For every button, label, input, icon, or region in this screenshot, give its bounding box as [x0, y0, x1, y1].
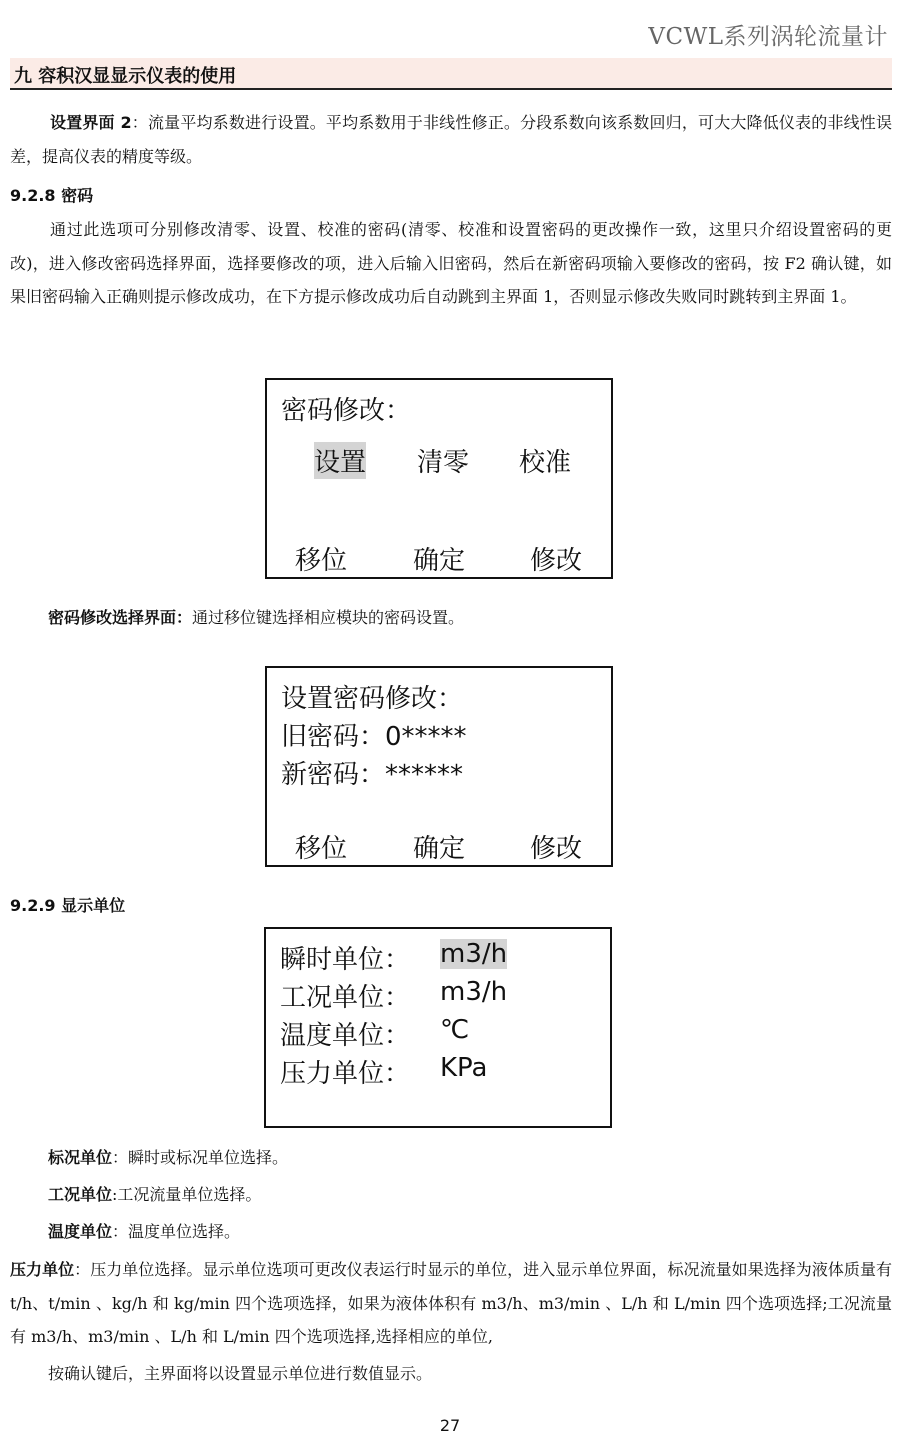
desc-temperature-unit [48, 1220, 240, 1244]
heading-9-2-8: 9.2.8 密码 [10, 186, 94, 205]
option-clear: 清零 [417, 448, 470, 478]
lcd-screen-display-units [264, 927, 612, 1128]
softkey-shift: 移位 [295, 834, 348, 864]
paragraph-password: 通过此选项可分别修改清零、设置、校准的密码(清零、校准和设置密码的更改操作一致，这里只介绍设置密码的更改)，进入修改密码选择界面，选择要修改的项，进入后输入旧密码，然后在新密码项输入要修改的密码，按 F2 确认键，如果旧密码输入正确则提示修改成功，在下方提示修改成功后自动跳到主界面 1，否则显示修改失败同时跳转到主界面 1。 [10, 220, 892, 306]
lcd-title: 密码修改： [281, 396, 412, 426]
paragraph-text: ：流量平均系数进行设置。平均系数用于非线性修正。分段系数向该系数回归，可大大降低仪表的非线性误差，提高仪表的精度等级。 [10, 113, 892, 166]
new-password-row [281, 754, 463, 791]
lcd-screen-password-select [265, 378, 613, 579]
unit-row-pressure: 压力单位： [280, 1059, 411, 1089]
softkey-confirm: 确定 [413, 546, 466, 576]
page-number: 27 [439, 1416, 461, 1435]
desc-working-unit [48, 1183, 261, 1207]
desc-text: :工况流量单位选择。 [112, 1185, 262, 1204]
unit-row-temperature: 温度单位： [280, 1021, 411, 1051]
caption-label: 密码修改选择界面： [48, 608, 193, 627]
softkey-modify: 修改 [530, 546, 583, 576]
section-title: 九 容积汉显显示仪表的使用 [14, 66, 237, 87]
unit-row-working: 工况单位： [280, 983, 411, 1013]
desc-label: 工况单位 [48, 1185, 113, 1204]
softkey-shift: 移位 [295, 546, 348, 576]
new-password-label: 新密码： [281, 760, 386, 790]
heading-9-2-9: 9.2.9 显示单位 [10, 896, 126, 915]
desc-text: ：温度单位选择。 [112, 1222, 241, 1241]
desc-label: 标况单位 [48, 1148, 113, 1167]
lcd-title: 设置密码修改： [281, 684, 464, 714]
paragraph-pressure-unit [10, 1253, 892, 1354]
unit-value-temperature: ℃ [440, 1015, 470, 1045]
paragraph-settings-screen-2 [10, 106, 892, 173]
old-password-row [281, 716, 467, 753]
unit-value-pressure: KPa [440, 1053, 488, 1083]
unit-value-working: m3/h [440, 977, 508, 1007]
paragraph-confirm-note: 按确认键后，主界面将以设置显示单位进行数值显示。 [48, 1364, 433, 1383]
paragraph-text: ：压力单位选择。显示单位选项可更改仪表运行时显示的单位，进入显示单位界面，标况流量如果选择为液体质量有 t/h、t/min 、kg/h 和 kg/min 四个选项选择，如果为液体体积有 m3/h、m3/min 、L/h 和 L/min 四个选项选择;工况流量有 m3/h、m3/min 、L/h 和 L/min 四个选项选择,选择相应的单位, [10, 1260, 892, 1346]
desc-text: ：瞬时或标况单位选择。 [112, 1148, 289, 1167]
new-password-value: ****** [385, 760, 464, 790]
option-calibrate: 校准 [519, 448, 572, 478]
option-settings: 设置 [314, 442, 366, 479]
softkey-modify: 修改 [530, 834, 583, 864]
caption-text: 通过移位键选择相应模块的密码设置。 [192, 608, 465, 627]
old-password-value: 0***** [385, 722, 467, 752]
paragraph-label: 压力单位 [10, 1260, 75, 1279]
document-header-title: VCWL系列涡轮流量计 [648, 24, 888, 50]
paragraph-label: 设置界面 2 [50, 113, 132, 132]
softkey-confirm: 确定 [413, 834, 466, 864]
desc-standard-unit [48, 1146, 288, 1170]
old-password-label: 旧密码： [281, 722, 386, 752]
lcd-screen-set-password [265, 666, 613, 867]
desc-label: 温度单位 [48, 1222, 113, 1241]
caption-password-select [48, 606, 464, 630]
section-heading-bar [10, 58, 892, 90]
unit-row-instant: 瞬时单位： [280, 945, 411, 975]
unit-value-instant: m3/h [440, 939, 508, 969]
